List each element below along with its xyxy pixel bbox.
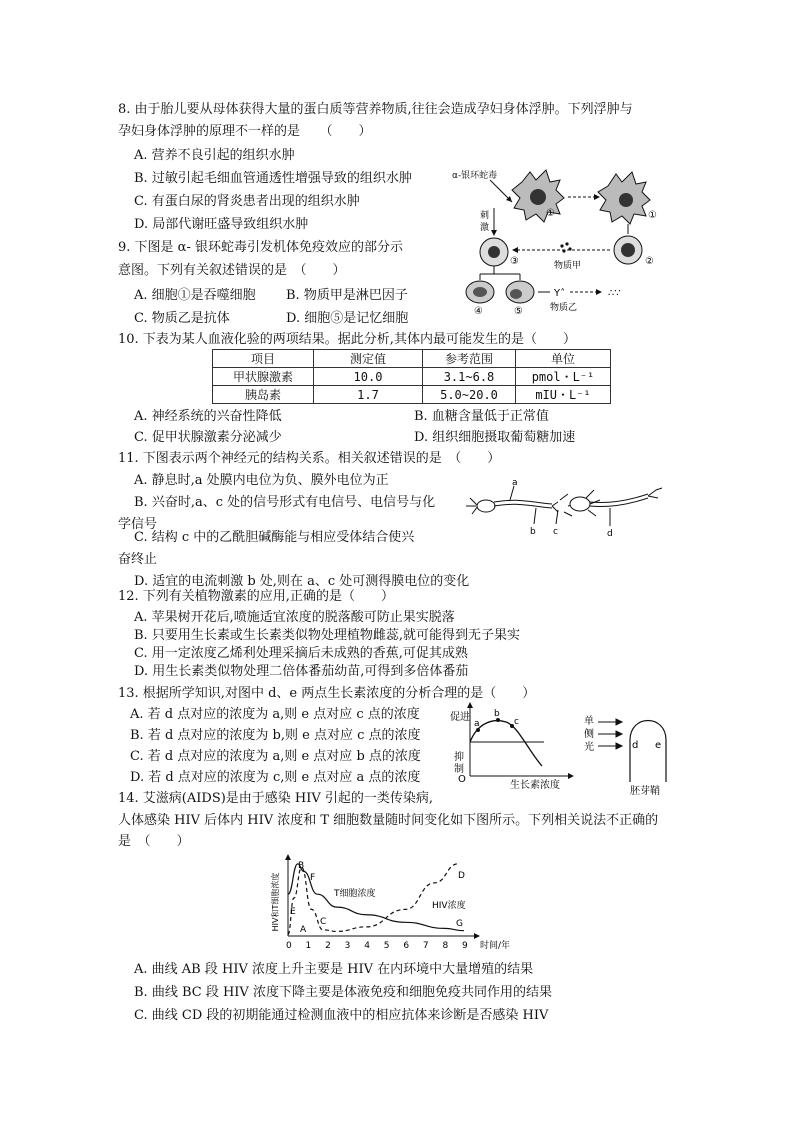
label-d: d — [607, 529, 613, 538]
growth-curve — [470, 721, 542, 766]
table-header-row — [213, 350, 611, 368]
q9-option-c: C. 物质乙是抗体 — [134, 311, 230, 326]
table-header: 参考范围 — [423, 350, 516, 368]
cell-2-label: ② — [645, 256, 654, 267]
table-cell: 10.0 — [314, 368, 423, 386]
q9-stem-line1: 9. 下图是 α- 银环蛇毒引发机体免疫效应的部分示 — [118, 240, 403, 255]
q14-stem-line2: 人体感染 HIV 后体内 HIV 浓度和 T 细胞数量随时间变化如下图所示。下列相关说法不正确的 — [118, 813, 659, 828]
light-label-2: 侧 — [584, 729, 594, 740]
neuron-diagram — [460, 476, 670, 538]
q12-option-d: D. 用生长素类似物处理二倍体番茄幼苗,可得到多倍体番茄 — [134, 664, 469, 679]
table-header: 项目 — [213, 350, 314, 368]
point-label-b: B — [298, 861, 305, 871]
table-cell: 胰岛素 — [213, 386, 314, 404]
q9-option-d: D. 细胞⑤是记忆细胞 — [286, 311, 409, 326]
q8-option-c: C. 有蛋白尿的肾炎患者出现的组织水肿 — [134, 194, 360, 209]
x-tick-label: 3 — [344, 941, 351, 951]
immune-diagram — [450, 160, 680, 315]
point-label-d: D — [458, 871, 465, 881]
cell-1-phagocyte — [512, 170, 564, 222]
venom-complex-glyphs: ∴∵ — [608, 288, 621, 299]
q9-option-a: A. 细胞①是吞噬细胞 — [134, 288, 256, 303]
coleoptile-shape — [630, 721, 666, 783]
light-label-3: 光 — [584, 742, 594, 753]
cell-1-presenting — [598, 172, 650, 224]
coleoptile-d: d — [632, 740, 639, 751]
graph-inhibit-label-2: 制 — [454, 764, 464, 775]
substance-a-label: 物质甲 — [554, 261, 582, 271]
q14-option-c: C. 曲线 CD 段的初期能通过检测血液中的相应抗体来诊断是否感染 HIV — [134, 1008, 549, 1023]
x-tick-label: 9 — [462, 941, 468, 951]
point-label-c: C — [320, 917, 327, 927]
table-cell: 3.1~6.8 — [423, 368, 516, 386]
graph-inhibit-label-1: 抑 — [454, 752, 464, 763]
q11-stem: 11. 下图表示两个神经元的结构关系。相关叙述错误的是 （ ） — [118, 451, 501, 466]
table-header: 单位 — [516, 350, 611, 368]
cell-1-label: ① — [546, 208, 555, 219]
light-label-1: 单 — [584, 716, 594, 727]
stim-label-1: 刺 — [480, 211, 490, 221]
point-label-f: F — [310, 873, 316, 883]
q9-option-b: B. 物质甲是淋巴因子 — [286, 288, 408, 303]
cell-1b-label: ① — [648, 210, 657, 221]
q11-option-c-line2: 奋终止 — [118, 552, 158, 567]
chart-xlabel: 时间/年 — [480, 941, 511, 951]
q8-stem-line2: 孕妇身体浮肿的原理不一样的是 （ ） — [118, 124, 372, 139]
table-cell: 5.0~20.0 — [423, 386, 516, 404]
table-row — [213, 368, 611, 386]
chart-ylabel: HIV和T细胞浓度 — [271, 872, 280, 932]
q14-option-b: B. 曲线 BC 段 HIV 浓度下降主要是体液免疫和细胞免疫共同作用的结果 — [134, 985, 552, 1000]
table-cell: 甲状腺激素 — [213, 368, 314, 386]
graph-promote-label: 促进 — [450, 712, 470, 723]
table-row — [213, 386, 611, 404]
substance-b-label: 物质乙 — [550, 303, 578, 313]
point-label-g: G — [456, 919, 463, 929]
q13-option-b: B. 若 d 点对应的浓度为 b,则 e 点对应 c 点的浓度 — [130, 728, 421, 743]
q14-stem-line3: 是 （ ） — [118, 834, 190, 849]
light-arrows — [598, 719, 622, 749]
x-tick-label: 5 — [383, 941, 390, 951]
coleoptile-caption: 胚芽鞘 — [630, 786, 660, 796]
graph-label-a: a — [474, 719, 480, 729]
q8-stem-line1: 8. 由于胎儿要从母体获得大量的蛋白质等营养物质,往往会造成孕妇身体浮肿。下列浮肿与 — [118, 102, 633, 117]
cell-4 — [466, 281, 494, 303]
tcell-legend: T细胞浓度 — [334, 889, 376, 899]
label-a: a — [512, 478, 518, 488]
stim-label-2: 激 — [480, 223, 490, 233]
venom-label: α-银环蛇毒 — [452, 171, 498, 181]
q12-option-a: A. 苹果树开花后,喷施适宜浓度的脱落酸可防止果实脱落 — [134, 610, 455, 625]
graph-label-c: c — [514, 717, 519, 727]
x-tick-label: 7 — [422, 941, 429, 951]
label-b: b — [530, 527, 536, 537]
table-cell: mIU・L⁻¹ — [516, 386, 611, 404]
antibody-glyphs: Y˄ — [554, 288, 566, 299]
x-tick-label: 2 — [325, 941, 331, 951]
x-tick-label: 6 — [403, 941, 410, 951]
table-cell: pmol・L⁻¹ — [516, 368, 611, 386]
coleoptile-diagram — [582, 712, 672, 796]
cell-3-bcell — [480, 238, 508, 266]
q11-option-a: A. 静息时,a 处膜内电位为负、膜外电位为正 — [134, 473, 389, 488]
q10-option-c: C. 促甲状腺激素分泌减少 — [134, 430, 282, 445]
coleoptile-e: e — [655, 740, 662, 751]
x-tick-label: 1 — [305, 941, 312, 951]
q12-stem: 12. 下列有关植物激素的应用,正确的是（ ） — [118, 589, 394, 604]
q11-option-b-line2: 学信号 — [118, 517, 158, 532]
neuron-1 — [466, 498, 558, 514]
table-header: 测定值 — [314, 350, 423, 368]
auxin-graph — [448, 700, 578, 790]
q13-option-a: A. 若 d 点对应的浓度为 a,则 e 点对应 c 点的浓度 — [130, 707, 420, 722]
q14-stem-line1: 14. 艾滋病(AIDS)是由于感染 HIV 引起的一类传染病, — [118, 791, 434, 806]
q10-option-d: D. 组织细胞摄取葡萄糖加速 — [414, 430, 576, 445]
q14-option-a: A. 曲线 AB 段 HIV 浓度上升主要是 HIV 在内环境中大量增殖的结果 — [134, 962, 534, 977]
q8-option-b: B. 过敏引起毛细血管通透性增强导致的组织水肿 — [134, 171, 412, 186]
graph-label-b: b — [494, 709, 500, 719]
q11-option-c-line1: C. 结构 c 中的乙酰胆碱酶能与相应受体结合使兴 — [134, 530, 415, 545]
hiv-legend: HIV浓度 — [432, 901, 466, 911]
cell-2-tcell — [614, 236, 642, 264]
q8-option-d: D. 局部代谢旺盛导致组织水肿 — [134, 217, 309, 232]
q11-option-b-line1: B. 兴奋时,a、c 处的信号形式有电信号、电信号与化 — [134, 495, 436, 510]
label-c: c — [553, 527, 558, 537]
x-tick-label: 8 — [442, 941, 449, 951]
q10-option-a: A. 神经系统的兴奋性降低 — [134, 409, 282, 424]
x-tick-label: 0 — [286, 941, 292, 951]
q10-stem: 10. 下表为某人血液化验的两项结果。据此分析,其体内最可能发生的是（ ） — [118, 332, 576, 347]
q10-option-b: B. 血糖含量低于正常值 — [414, 409, 549, 424]
q12-option-c: C. 用一定浓度乙烯利处理采摘后未成熟的香蕉,可促其成熟 — [134, 646, 468, 661]
q13-option-c: C. 若 d 点对应的浓度为 a,则 e 点对应 b 点的浓度 — [130, 749, 421, 764]
graph-xlabel: 生长素浓度 — [510, 780, 560, 790]
point-label-a: A — [300, 925, 307, 935]
q13-option-d: D. 若 d 点对应的浓度为 c,则 e 点对应 a 点的浓度 — [130, 770, 421, 785]
q12-option-b: B. 只要用生长素或生长素类似物处理植物雌蕊,就可能得到无子果实 — [134, 628, 520, 643]
q11-option-d: D. 适宜的电流刺激 b 处,则在 a、c 处可测得膜电位的变化 — [134, 574, 470, 589]
point-label-e: E — [290, 907, 296, 917]
q8-option-a: A. 营养不良引起的组织水肿 — [134, 148, 295, 163]
cell-5 — [506, 281, 534, 303]
neuron-2 — [560, 488, 662, 516]
cell-5-label: ⑤ — [514, 306, 523, 315]
cell-4-label: ④ — [474, 306, 483, 315]
hiv-tcell-chart — [266, 852, 528, 952]
blood-test-table — [212, 349, 611, 404]
table-cell: 1.7 — [314, 386, 423, 404]
q13-stem: 13. 根据所学知识,对图中 d、e 两点生长素浓度的分析合理的是（ ） — [118, 686, 536, 701]
cell-3-label: ③ — [510, 256, 519, 267]
q9-stem-line2: 意图。下列有关叙述错误的是 （ ） — [118, 263, 346, 278]
graph-origin: O — [458, 774, 466, 785]
x-tick-label: 4 — [364, 941, 370, 951]
